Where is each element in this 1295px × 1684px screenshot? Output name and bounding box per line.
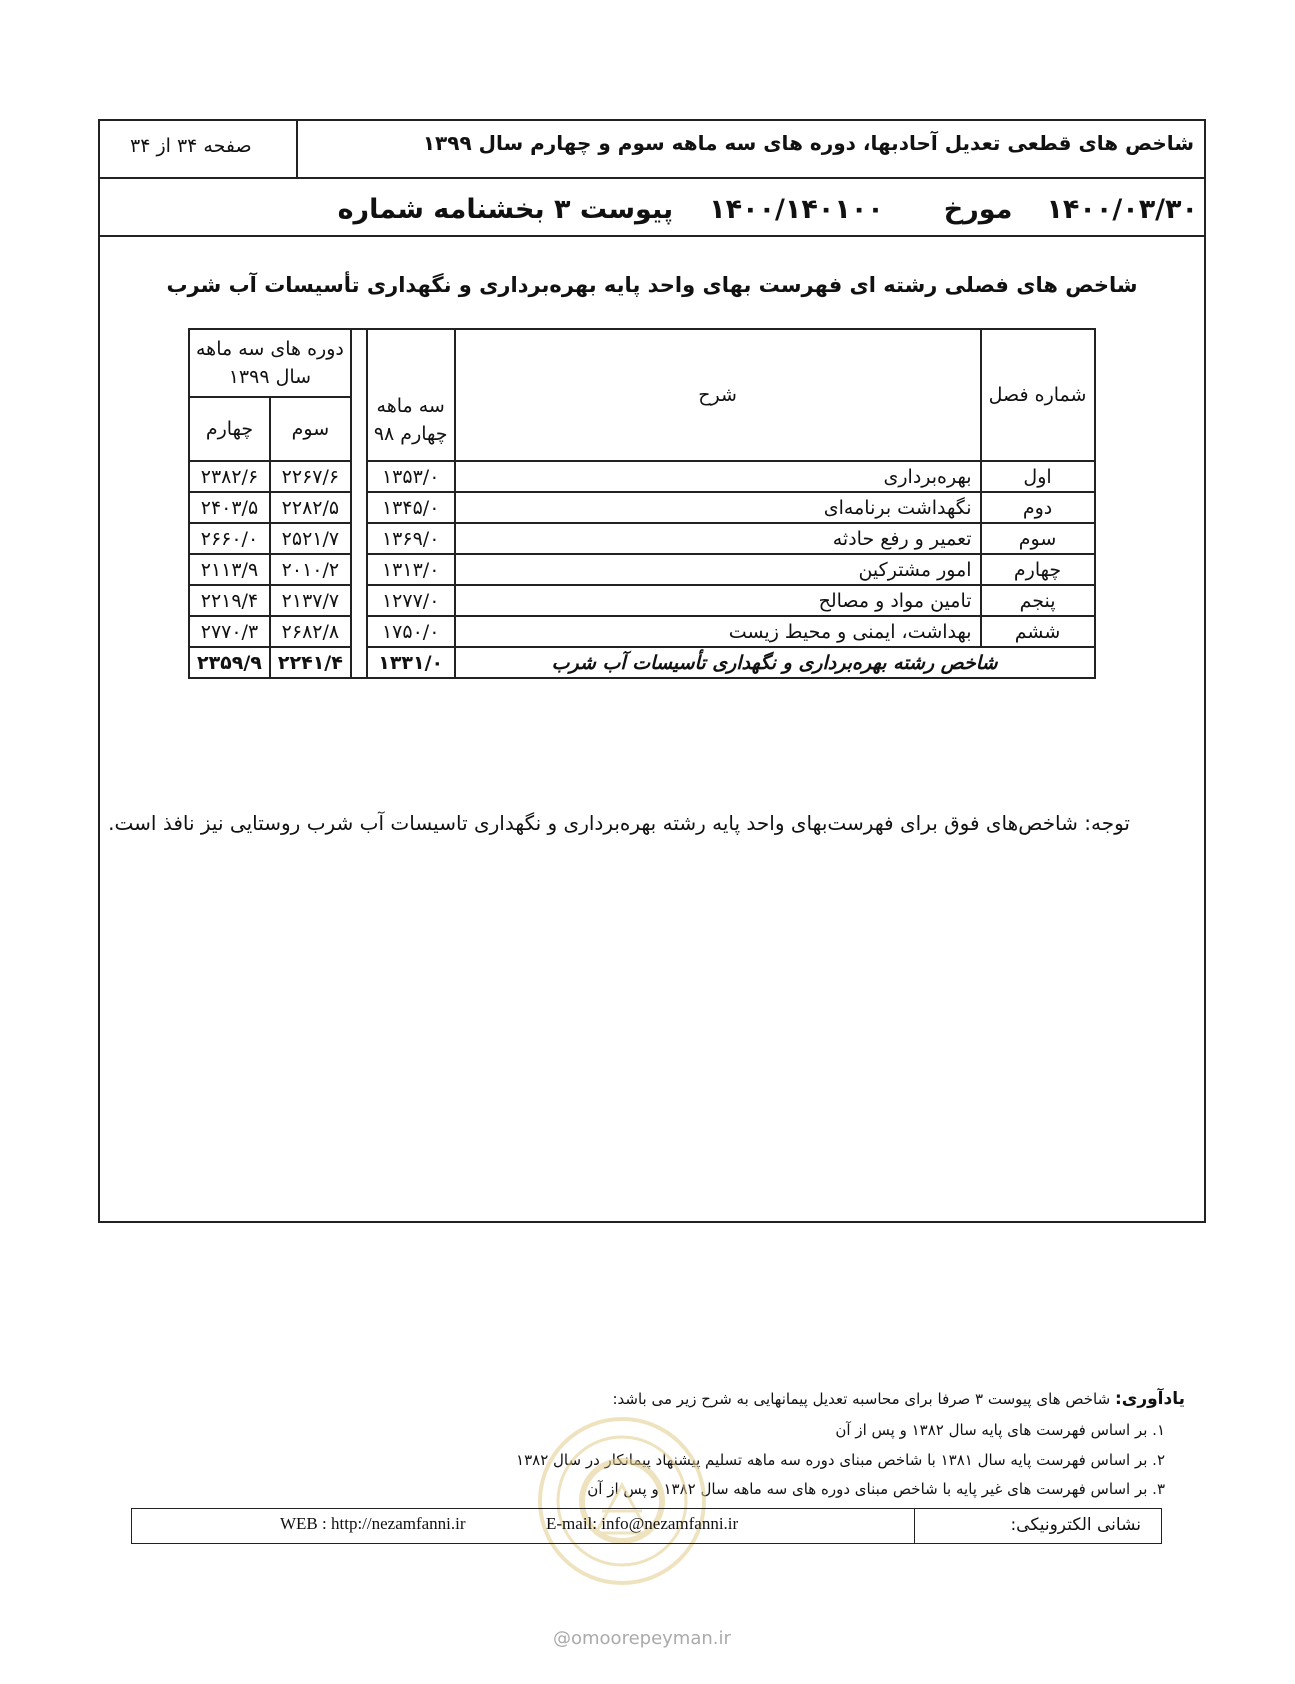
reminder-text: شاخص های پیوست ۳ صرفا برای محاسبه تعدیل پیمانهایی به شرح زیر می باشد: — [612, 1390, 1111, 1408]
chapter-cell: پنجم — [981, 585, 1095, 616]
reminder-item-2: ۲. بر اساس فهرست پایه سال ۱۳۸۱ با شاخص مبنای دوره سه ماهه تسلیم پیشنهاد پیمانکار در سال ۱۳۸۲ — [516, 1451, 1165, 1469]
dated-label: مورخ — [943, 193, 1013, 225]
third-cell: ۲۰۱۰/۲ — [270, 554, 351, 585]
total-fourth: ۲۳۵۹/۹ — [189, 647, 270, 678]
fourth-cell: ۲۴۰۳/۵ — [189, 492, 270, 523]
gap-cell — [351, 492, 367, 523]
fourth-cell: ۲۳۸۲/۶ — [189, 461, 270, 492]
description-cell: بهره‌برداری — [455, 461, 981, 492]
fourth-cell: ۲۶۶۰/۰ — [189, 523, 270, 554]
table-row — [189, 523, 1095, 554]
gap-cell — [351, 616, 367, 647]
table-row — [189, 492, 1095, 523]
third-cell: ۲۱۳۷/۷ — [270, 585, 351, 616]
third-cell: ۲۲۸۲/۵ — [270, 492, 351, 523]
third-cell: ۲۵۲۱/۷ — [270, 523, 351, 554]
fourth-cell: ۲۱۱۳/۹ — [189, 554, 270, 585]
gap-cell — [351, 647, 367, 678]
table-row — [189, 616, 1095, 647]
table-row — [189, 554, 1095, 585]
table-gap — [351, 329, 367, 461]
group-header-line1: دوره های سه ماهه — [196, 338, 344, 360]
description-cell: بهداشت، ایمنی و محیط زیست — [455, 616, 981, 647]
reminder-intro — [612, 1389, 1185, 1409]
description-cell: تعمیر و رفع حادثه — [455, 523, 981, 554]
contact-bar — [131, 1508, 1162, 1544]
chapter-header: شماره فصل — [981, 329, 1095, 461]
third-cell: ۲۲۶۷/۶ — [270, 461, 351, 492]
page-number: صفحه ۳۴ از ۳۴ — [130, 135, 252, 157]
description-header: شرح — [455, 329, 981, 461]
period-group-header — [189, 329, 351, 397]
header-page-divider — [296, 121, 298, 177]
contact-divider — [914, 1509, 915, 1543]
appendix-label: پیوست ۳ بخشنامه شماره — [337, 193, 674, 225]
reminder-item-1: ۱. بر اساس فهرست های پایه سال ۱۳۸۲ و پس از آن — [835, 1421, 1165, 1439]
base-cell: ۱۳۴۵/۰ — [367, 492, 455, 523]
gap-cell — [351, 523, 367, 554]
description-cell: امور مشترکین — [455, 554, 981, 585]
third-cell: ۲۶۸۲/۸ — [270, 616, 351, 647]
total-base: ۱۳۳۱/۰ — [367, 647, 455, 678]
watermark-seal-icon — [536, 1415, 708, 1587]
circular-info — [338, 183, 1198, 235]
gap-cell — [351, 585, 367, 616]
page-frame — [98, 119, 1206, 1223]
header-divider — [100, 177, 1204, 179]
table-row — [189, 585, 1095, 616]
base-cell: ۱۳۵۳/۰ — [367, 461, 455, 492]
section-title: شاخص های فصلی رشته ای فهرست بهای واحد پایه بهره‌برداری و نگهداری تأسیسات آب شرب — [166, 273, 1138, 297]
chapter-cell: دوم — [981, 492, 1095, 523]
chapter-cell: ششم — [981, 616, 1095, 647]
chapter-cell: اول — [981, 461, 1095, 492]
contact-web[interactable]: WEB : http://nezamfanni.ir — [280, 1514, 466, 1533]
base-cell: ۱۳۶۹/۰ — [367, 523, 455, 554]
circular-date: ۱۴۰۰/۰۳/۳۰ — [1046, 193, 1198, 225]
total-description: شاخص رشته بهره‌برداری و نگهداری تأسیسات آب شرب — [455, 647, 1095, 678]
gap-cell — [351, 554, 367, 585]
header-divider-2 — [100, 235, 1204, 237]
total-third: ۲۲۴۱/۴ — [270, 647, 351, 678]
fourth-quarter-header: چهارم — [189, 397, 270, 461]
base-header-line2: چهارم ۹۸ — [373, 423, 448, 445]
description-cell: تامین مواد و مصالح — [455, 585, 981, 616]
base-cell: ۱۳۱۳/۰ — [367, 554, 455, 585]
contact-email[interactable]: E-mail: info@nezamfanni.ir — [546, 1514, 739, 1533]
note-text: توجه: شاخص‌های فوق برای فهرست‌بهای واحد پایه رشته بهره‌برداری و نگهداری تاسیسات آب شرب روستایی نیز نافذ است. — [108, 811, 1130, 835]
table-total-row — [189, 647, 1095, 678]
description-cell: نگهداشت برنامه‌ای — [455, 492, 981, 523]
chapter-cell: سوم — [981, 523, 1095, 554]
third-quarter-header: سوم — [270, 397, 351, 461]
watermark-handle: @omoorepeyman.ir — [553, 1628, 731, 1649]
group-header-line2: سال ۱۳۹۹ — [228, 366, 312, 388]
fourth-cell: ۲۲۱۹/۴ — [189, 585, 270, 616]
gap-cell — [351, 461, 367, 492]
document-title: شاخص های قطعی تعدیل آحادبها، دوره های سه ماهه سوم و چهارم سال ۱۳۹۹ — [422, 131, 1194, 155]
index-table — [188, 328, 1096, 679]
base-period-header — [367, 329, 455, 461]
reminder-item-3: ۳. بر اساس فهرست های غیر پایه با شاخص مبنای دوره های سه ماهه سال ۱۳۸۲ و پس از آن — [587, 1480, 1165, 1498]
reminder-label: یادآوری: — [1114, 1389, 1185, 1409]
base-header-line1: سه ماهه — [376, 395, 445, 417]
table-row — [189, 461, 1095, 492]
circular-number: ۱۴۰۰/۱۴۰۱۰۰ — [709, 193, 884, 225]
fourth-cell: ۲۷۷۰/۳ — [189, 616, 270, 647]
base-cell: ۱۲۷۷/۰ — [367, 585, 455, 616]
contact-label: نشانی الکترونیکی: — [1010, 1515, 1141, 1535]
chapter-cell: چهارم — [981, 554, 1095, 585]
base-cell: ۱۷۵۰/۰ — [367, 616, 455, 647]
